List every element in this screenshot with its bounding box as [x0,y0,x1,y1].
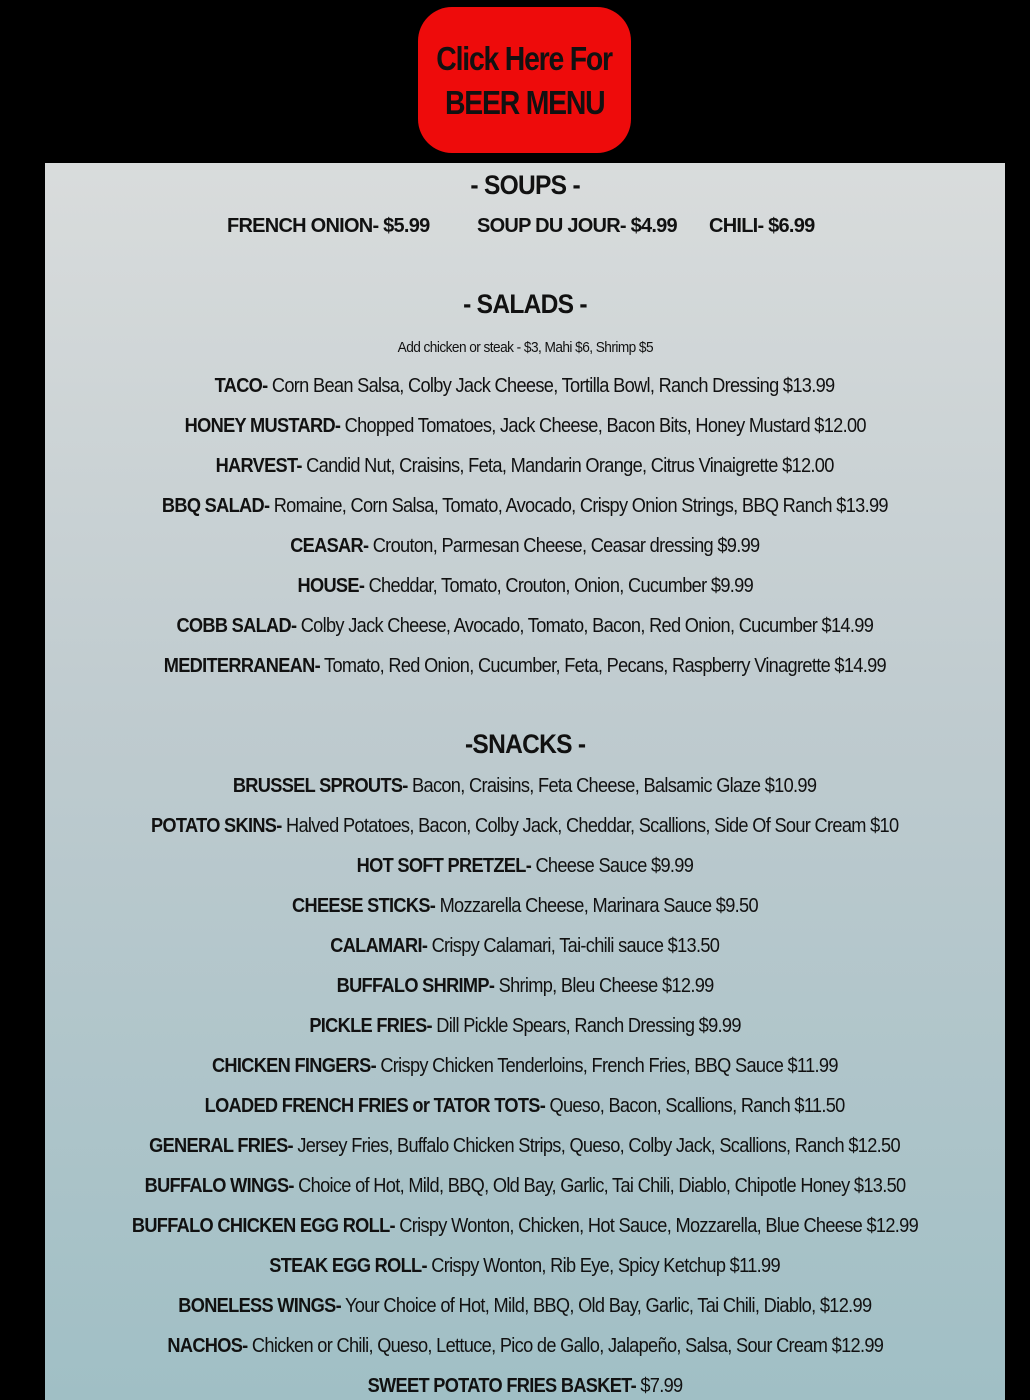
menu-item [45,931,1005,961]
snacks-heading: -SNACKS - [464,729,586,759]
menu-item-text: HONEY MUSTARD- Chopped Tomatoes, Jack Cheese, Bacon Bits, Honey Mustard $12.00 [184,415,866,437]
salads-heading: - SALADS - [463,289,587,319]
menu-item-text: GENERAL FRIES- Jersey Fries, Buffalo Chicken Strips, Queso, Colby Jack, Scallions, Ranch $12.50 [149,1135,901,1157]
menu-item-text: CHEESE STICKS- Mozzarella Cheese, Marinara Sauce $9.50 [292,895,758,917]
menu-item [45,451,1005,481]
menu-item-text: CALAMARI- Crispy Calamari, Tai-chili sauce $13.50 [330,935,720,957]
menu-item-text: BBQ SALAD- Romaine, Corn Salsa, Tomato, Avocado, Crispy Onion Strings, BBQ Ranch $13.99 [162,495,888,517]
menu-item [45,531,1005,561]
menu-item-text: BUFFALO WINGS- Choice of Hot, Mild, BBQ, Old Bay, Garlic, Tai Chili, Diablo, Chipotle Honey $13.50 [144,1175,906,1197]
menu-item [45,651,1005,681]
menu-item-text: NACHOS- Chicken or Chili, Queso, Lettuce, Pico de Gallo, Jalapeño, Salsa, Sour Cream $12.99 [167,1335,883,1357]
menu-item [45,771,1005,801]
menu-item-text: LOADED FRENCH FRIES or TATOR TOTS- Queso, Bacon, Scallions, Ranch $11.50 [205,1095,845,1117]
menu-panel [45,163,1005,1400]
beer-menu-button-line2: BEER MENU [444,84,605,121]
soups-row [45,211,1005,241]
menu-item [45,1011,1005,1041]
menu-item [45,1171,1005,1201]
menu-item-text: HARVEST- Candid Nut, Craisins, Feta, Mandarin Orange, Citrus Vinaigrette $12.00 [215,455,835,477]
menu-item [45,371,1005,401]
menu-item [45,411,1005,441]
menu-item-text: CEASAR- Crouton, Parmesan Cheese, Ceasar dressing $9.99 [290,535,760,557]
beer-menu-button[interactable] [418,7,631,153]
menu-item [45,1291,1005,1321]
menu-item-text: MEDITERRANEAN- Tomato, Red Onion, Cucumber, Feta, Pecans, Raspberry Vinagrette $14.99 [163,655,887,677]
menu-item [45,971,1005,1001]
menu-item-text: HOUSE- Cheddar, Tomato, Crouton, Onion, Cucumber $9.99 [297,575,753,597]
menu-item [45,491,1005,521]
menu-item-text: BUFFALO SHRIMP- Shrimp, Bleu Cheese $12.99 [336,975,714,997]
soups-heading: - SOUPS - [470,170,580,200]
menu-item-text: POTATO SKINS- Halved Potatoes, Bacon, Colby Jack, Cheddar, Scallions, Side Of Sour Cream $10 [151,815,899,837]
menu-item-text: PICKLE FRIES- Dill Pickle Spears, Ranch Dressing $9.99 [309,1015,741,1037]
menu-item [45,571,1005,601]
beer-menu-button-line1: Click Here For [436,40,613,77]
salads-addon-note: Add chicken or steak - $3, Mahi $6, Shrimp $5 [397,339,653,356]
menu-item-text: BONELESS WINGS- Your Choice of Hot, Mild, BBQ, Old Bay, Garlic, Tai Chili, Diablo, $12.99 [178,1295,872,1317]
menu-item [45,891,1005,921]
menu-item [45,1251,1005,1281]
soup-item: CHILI- $6.99 [709,215,815,237]
menu-item [45,611,1005,641]
menu-item [45,811,1005,841]
menu-item-text: TACO- Corn Bean Salsa, Colby Jack Cheese, Tortilla Bowl, Ranch Dressing $13.99 [215,375,835,397]
menu-item-text: STEAK EGG ROLL- Crispy Wonton, Rib Eye, Spicy Ketchup $11.99 [269,1255,781,1277]
menu-item [45,1091,1005,1121]
soup-item: FRENCH ONION- $5.99 [227,215,430,237]
menu-item-text: CHICKEN FINGERS- Crispy Chicken Tenderloins, French Fries, BBQ Sauce $11.99 [212,1055,838,1077]
menu-item [45,1131,1005,1161]
menu-item [45,1371,1005,1400]
soup-item: SOUP DU JOUR- $4.99 [477,215,677,237]
menu-item-text: SWEET POTATO FRIES BASKET- $7.99 [367,1375,683,1397]
menu-item-text: COBB SALAD- Colby Jack Cheese, Avocado, Tomato, Bacon, Red Onion, Cucumber $14.99 [176,615,874,637]
menu-item-text: BUFFALO CHICKEN EGG ROLL- Crispy Wonton, Chicken, Hot Sauce, Mozzarella, Blue Cheese $12.99 [131,1215,919,1237]
menu-item [45,1331,1005,1361]
menu-item-text: BRUSSEL SPROUTS- Bacon, Craisins, Feta Cheese, Balsamic Glaze $10.99 [233,775,817,797]
menu-item [45,1211,1005,1241]
menu-item-text: HOT SOFT PRETZEL- Cheese Sauce $9.99 [356,855,694,877]
menu-item [45,851,1005,881]
menu-item [45,1051,1005,1081]
